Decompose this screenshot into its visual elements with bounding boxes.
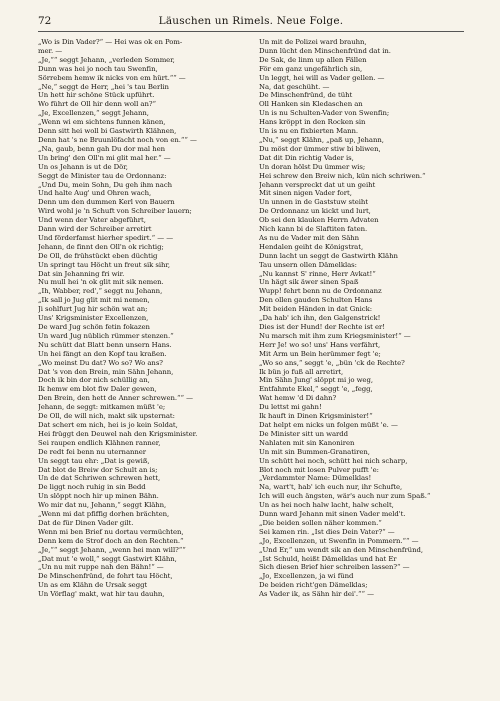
page-header [38,12,464,30]
verse-line: „Ik sall jo Jug glit mit mi nemen, [38,296,150,305]
verse-line: Doch ik bin dor nich schüllig an, [38,376,150,385]
verse-line: „Ne,“ seggt de Herr, „hei 's tau Berlin [38,82,169,91]
verse-line: Dat helpt em nicks un folgen müßt 'e. — [259,420,398,429]
verse-line: „Ist Schuld, heißt Dämelklas und hat Er [259,554,397,563]
verse-line: mer. — [38,46,63,55]
verse-line: Dunn was hei jo noch tau Swenfin, [38,64,158,73]
verse-line: Un as hei noch halw lacht, halw schelt, [259,501,394,510]
verse-line: Jehann, de finnt den Oll'n ok richtig; [38,242,164,251]
verse-line: Un doran hölst Du ümmer wis; [259,162,366,171]
verse-line: Blot noch mit losen Pulver pufft 'e: [259,465,379,474]
verse-line: De beiden richt'gen Dämelklas; [259,581,368,590]
verse-line: Denn um den dummen Kerl von Bauern [38,198,175,207]
verse-line: Un springt tau Höcht un freut sik sihr, [38,260,171,269]
verse-line: Sörrebem hemw ik nicks von em hürt.““ — [38,73,186,82]
verse-line: Sei raupen endlich Klähnen ranner, [38,438,161,447]
verse-line: Hei schrew den Breiw nich, kün nich schriwen.“ [259,171,426,180]
verse-line: Dat schert em nich, hei is jo kein Soldat, [38,420,178,429]
verse-line: „Je,““ seggt Jehann, „verleden Sommer, [38,55,175,64]
verse-line: „Nu kannst S' rinne, Herr Avkat!“ [259,269,376,278]
verse-line: Un slöppt noch hir up minen Bähn. [38,492,159,501]
verse-line: Un leggt, hei will as Vader gellen. — [259,73,385,82]
verse-line: De Sak, de linm up allen Fällen [259,55,367,64]
verse-line: Dunn ward Jehann mit sinen Vader meld't. [259,510,406,519]
verse-line: Mit beiden Händen in dat Gnick: [259,305,372,314]
verse-line: Nu schütt dat Blatt benn unsern Hans. [38,340,172,349]
verse-line: Wupp! fehrt benn nu de Ordonnanz [259,287,382,296]
verse-line: Dat sin Jehanning fri wir. [38,269,125,278]
verse-line: Un bring' den Oll'n mi glit mal her.“ — [38,153,171,162]
verse-line: „Je, Excellenzen,“ seggt Jehann, [38,109,149,118]
verse-line: „Dat mut 'e woll,“ seggt Gastwirt Klähn, [38,554,177,563]
verse-line: „Un nu mit ruppe nah den Bähn!“ — [38,563,164,572]
verse-line: De ward Jug schön fetin fokazen [38,323,150,331]
verse-line: Denn kem de Strof doch an den Rechten.“ [38,536,184,545]
text-columns [38,38,468,693]
verse-line: Denn hat 's ne Bruunlöfacht noch von en.““ — [38,135,197,144]
verse-line: Un os Jehann is ut de Dör, [38,162,128,171]
verse-line: Den Brein, den hett de Anner schrewen.““ — [38,394,193,403]
verse-line: Ik hauft in Dinen Krigsminister!“ [259,412,373,421]
header-rule [38,31,464,32]
verse-line: Hans kröppt in den Rocken sin [259,118,366,127]
verse-line: Du lettst mi gahn! [259,403,322,412]
verse-line: „Jo, Excellenzen, ja wi fünd [259,572,354,581]
verse-line: Un hei fängt an den Kopf tau kraßen. [38,349,167,358]
verse-line: Mit sinen nigen Vader fort, [259,189,352,198]
verse-line: Hendalen geiht de Königstrat, [259,242,364,251]
verse-line: Jehann verspreckt dat ut un geiht [259,180,376,189]
verse-line: De Minschenfründ, de fohrt tau Höcht, [38,572,173,581]
verse-line: Un seggt tau ehr: „Dat is gewiß, [38,456,150,465]
verse-line: Und förderfamst hierher spedirt.“ — — [38,233,174,242]
verse-line: „Nu,“ seggt Klähn, „paß up, Jehann, [259,135,384,144]
verse-line: „Wo meinst Du dat? Wo so? Wo ans? [38,358,163,367]
right-column [259,38,468,693]
verse-line: „Jo, Excellenzen, ut Swenfin in Pommern.““ — [259,536,419,545]
verse-line: „Da hab' ich ihn, den Galgenstrick! [259,314,381,323]
verse-line: Un mit de Polizei ward brauhn, [259,38,367,46]
page-number: 72 [38,15,52,27]
verse-line: Sich diesen Brief hier schreiben lassen?“ — [259,563,410,572]
verse-line: Un is nu en fixbierten Mann. [259,127,359,136]
verse-line: De Oll, de frühstückt eben düchtig [38,251,158,260]
verse-line: Na, dat geschüht. — [259,82,330,91]
verse-line: „Wo so ans,“ seggt 'e, „bün 'ck de Rechte? [259,358,405,367]
verse-line: De Minister sitt un wardd [259,429,348,438]
verse-line: Dat dit Din richtig Vader is, [259,153,354,162]
verse-line: „Na, gaub, benn gah Du dor mal hen [38,144,166,153]
verse-line: Tau unsern ollen Dämelklas: [259,260,357,269]
verse-line: Dunn lücht den Minschenfründ dat in. [259,46,391,55]
verse-line: Dat blot de Breiw dor Schult an is; [38,465,158,474]
verse-line: As Vader ik, as Sähn hir dei'.““ — [259,590,374,599]
verse-line: Nu mull hei 'n ok glit mit sik nemen. [38,278,164,287]
verse-line: „Verdammter Name: Dümelklas! [259,474,372,483]
verse-line: Sei kamen rin. „Ist dies Dein Vater?“ — [259,527,395,536]
verse-line: Un schütt hei noch, schütt hei nich scharp, [259,456,408,465]
verse-line: Dies ist der Hund! der Rechte ist er! [259,323,386,331]
verse-line: Un Vörflag' makt, wat hir tau dauhn, [38,590,165,599]
verse-line: Nich kann bi de Slaftiten faten. [259,225,368,234]
verse-line: Entfahmte Ekel,“ seggt 'e, „fegg, [259,385,373,394]
verse-line: Dat de für Dinen Vader gilt. [38,518,134,527]
verse-line: Und wenn der Vater abgeführt, [38,216,146,225]
verse-line: Uns' Krigsminister Excellenzen, [38,314,149,323]
verse-line: As nu de Vader mit den Sähn [259,233,360,242]
verse-line: Den ollen gauden Schulten Hans [259,296,373,305]
verse-line: Un mit sin Bummen-Granatiren, [259,447,370,456]
verse-line: „Wenn wi em sichtens funnen känen, [38,118,166,127]
verse-line: „Und Du, mein Sohn, Du geh ihm nach [38,180,173,189]
verse-line: Dat 's von den Brein, min Sähn Jehann, [38,367,174,376]
verse-line: „Wo is Din Vader?“ — Hei was ok en Pom- [38,38,183,46]
verse-line: För em ganz ungefährlich sin, [259,64,363,73]
verse-line: Un as em Klähn de Ursak seggt [38,581,148,590]
verse-line: Seggt de Minister tau de Ordonnanz: [38,171,167,180]
verse-line: Ik bün jo fuß all arretirt, [259,367,344,376]
verse-line: Na, wart't, hab' ich euch nur, ihr Schufte, [259,483,403,492]
verse-line: Un de dat Schriwen schrewen hett, [38,474,161,483]
verse-line: Ji sohlfurt Jug hir schön wat an; [38,305,148,314]
verse-line: De Minschenfründ, de tüht [259,91,353,100]
verse-line: Wenn mi ben Brief nu dortau vermüchten, [38,527,184,536]
verse-line: Ob sei den klauken Herrn Advaten [259,216,379,225]
verse-line: Dann wird der Schreiber arretirt [38,225,152,234]
verse-line: Un ward Jug nüblich rümmer stenzen.“ [38,331,174,340]
verse-line: Denn sitt hei woll bi Gastwirth Klähnen, [38,127,177,136]
verse-line: „Ih, Wabber, red',“ seggt nu Jehann, [38,287,163,296]
verse-line: De Ordonnanz un kickt und lurt, [259,207,371,216]
verse-line: Un hett hir schöne Stück upführt. [38,91,155,100]
verse-line: Un hägt sik äwer sinen Spaß [259,278,359,287]
verse-line: Jehann, de seggt: mitkamen müßt 'e; [38,403,166,412]
verse-line: Hei früggt den Deuwel nah den Krigsminister. [38,429,198,438]
verse-line: „Und Er,“ um wendt sik an den Minschenfründ, [259,545,423,554]
verse-line: Wo führt de Oll hir denn woll an?“ [38,100,156,109]
verse-line: Un is nu Schulten-Vader von Swenfin; [259,109,390,118]
verse-line: Herr Je! wo so! uns' Hans verfährt, [259,340,381,349]
verse-line: Du möst dor ümmer stiw bi bliwen, [259,144,381,153]
verse-line: „Je,““ seggt Jehann, „wenn hei man will?““ [38,545,186,554]
verse-line: De Oll, de will nich, makt sik upsternat: [38,412,175,421]
verse-line: Und halte Aug' und Ohren wach, [38,189,152,198]
verse-line: De liggt noch ruhig in sin Bedd [38,483,146,492]
verse-line: Nu marsch mit ihm zum Kriegsminister!“ — [259,331,411,340]
verse-line: Dunn lacht un seggt de Gastwirth Klähn [259,251,398,260]
verse-line: Nahlaten mit sin Kanoniren [259,438,355,447]
verse-line: Wo mir dat nu, Jehann,“ seggt Klähn, [38,501,167,510]
verse-line: Wat hemw 'd Di dahn? [259,394,337,403]
running-title: Läuschen un Rimels. Neue Folge. [158,15,344,27]
verse-line: Oll Hanken sin Kledaschen an [259,100,363,109]
verse-line: Min Sähn Jung' slöppt mi jo weg, [259,376,373,385]
left-column [38,38,247,693]
verse-line: Un unnen in de Gaststuw steiht [259,198,369,207]
verse-line: Ik hemw em blot fiw Daler gewen, [38,385,157,394]
verse-line: „Die beiden sollen näher kommen.“ [259,518,382,527]
verse-line: Mit Arm un Bein herümmer fegt 'e; [259,349,381,358]
verse-line: Wird wohl je 'n Schuft von Schreiber lauern; [38,207,192,216]
verse-line: Ich will euch ängsten, wär's auch nur zum Spaß.“ [259,492,431,501]
verse-line: „Wenn mi dat pfiffig dorhen brächten, [38,510,170,519]
verse-line: De redt fei benn nu uternanner [38,447,147,456]
